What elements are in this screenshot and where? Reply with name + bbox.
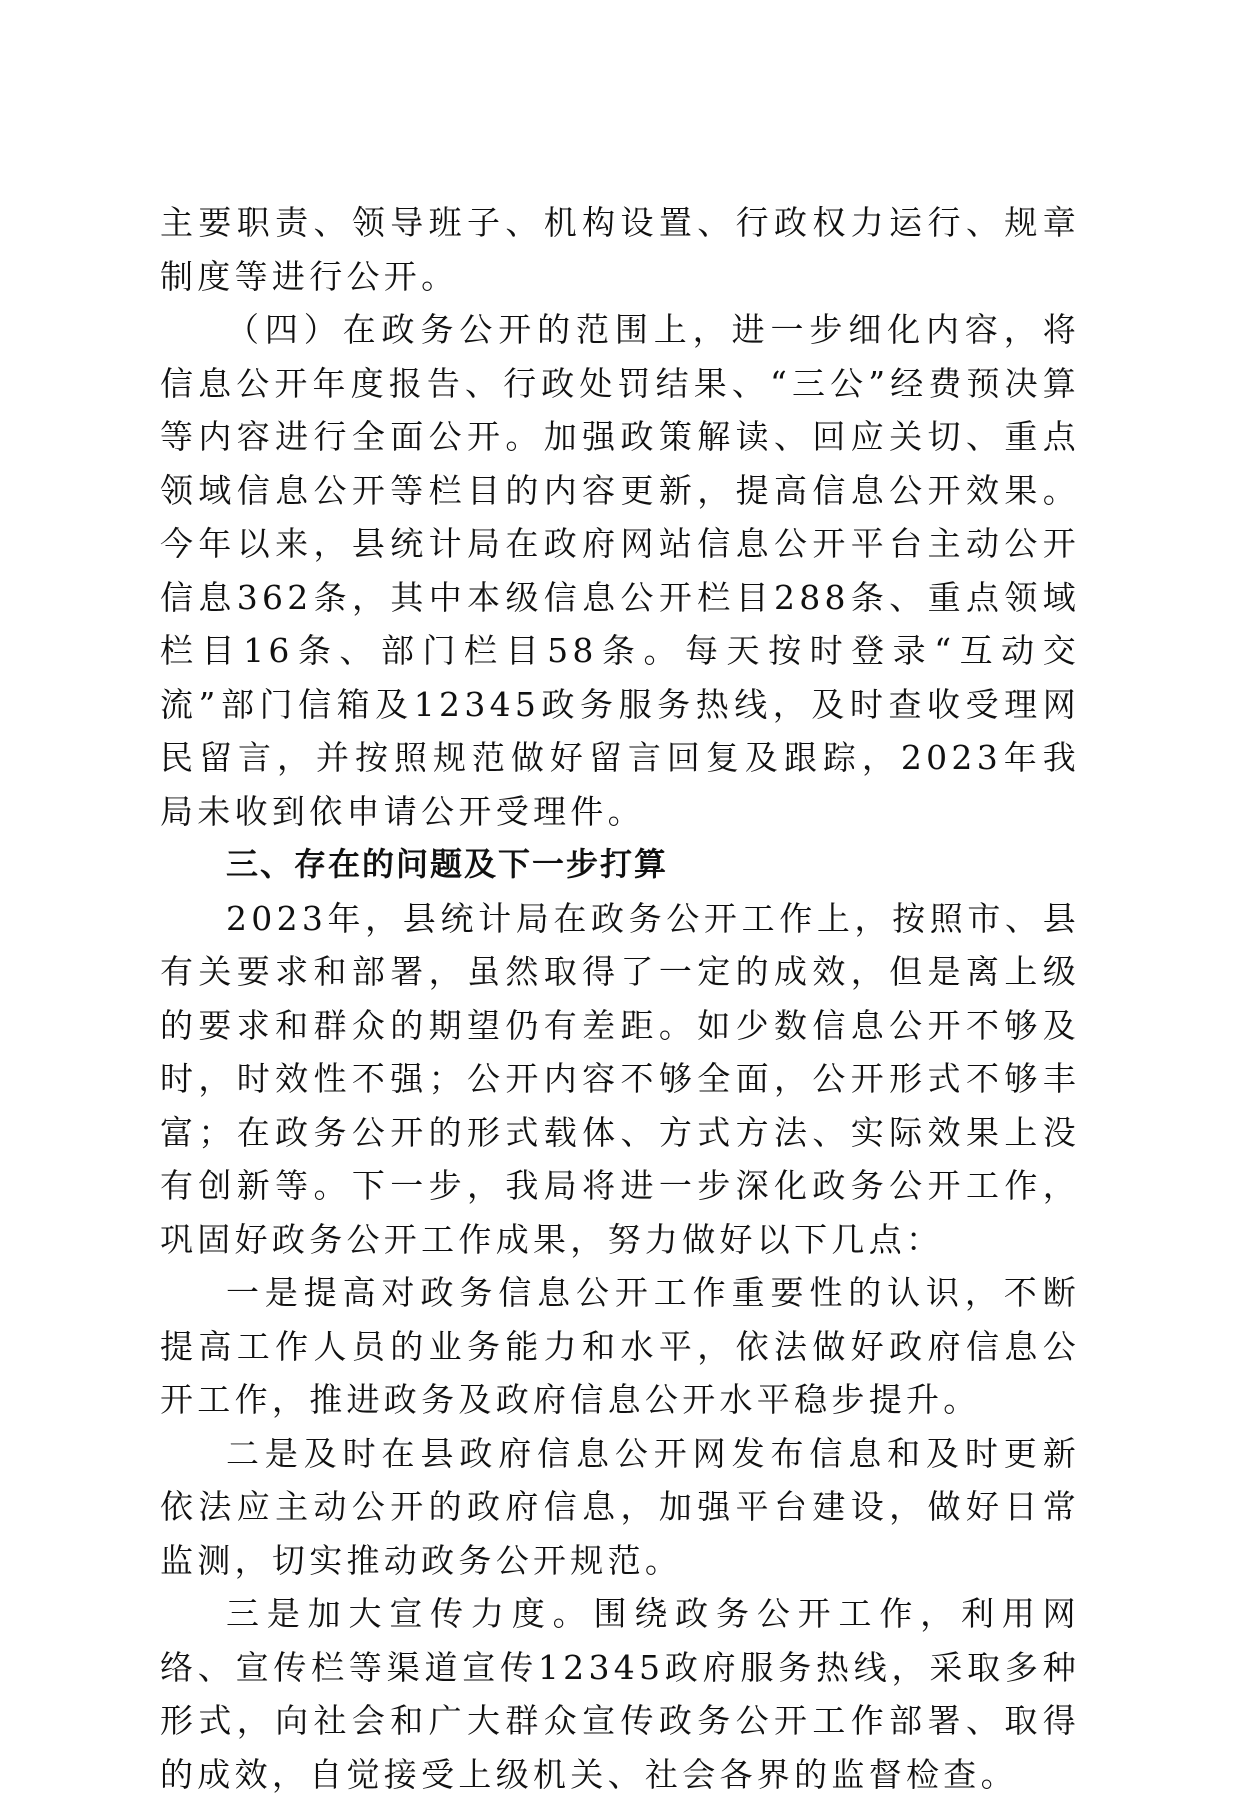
document-page bbox=[160, 196, 1080, 1801]
paragraph-continued-scope: 主要职责、领导班子、机构设置、行政权力运行、规章制度等进行公开。 bbox=[160, 203, 1080, 296]
paragraph-point-one: 一是提高对政务信息公开工作重要性的认识，不断提高工作人员的业务能力和水平，依法做好政府信息公开工作，推进政务及政府信息公开水平稳步提升。 bbox=[160, 1273, 1080, 1419]
paragraph-problems: 2023年，县统计局在政务公开工作上，按照市、县有关要求和部署，虽然取得了一定的成效，但是离上级的要求和群众的期望仍有差距。如少数信息公开不够及时，时效性不强；公开内容不够全面，公开形式不够丰富；在政务公开的形式载体、方式方法、实际效果上没有创新等。下一步，我局将进一步深化政务公开工作，巩固好政务公开工作成果，努力做好以下几点： bbox=[160, 898, 1080, 1259]
paragraph-point-two: 二是及时在县政府信息公开网发布信息和及时更新依法应主动公开的政府信息，加强平台建设，做好日常监测，切实推动政务公开规范。 bbox=[160, 1433, 1080, 1580]
paragraph-point-three: 三是加大宣传力度。围绕政务公开工作，利用网络、宣传栏等渠道宣传12345政府服务热线，采取多种形式，向社会和广大群众宣传政务公开工作部署、取得的成效，自觉接受上级机关、社会各界的监督检查。 bbox=[160, 1594, 1080, 1794]
section-heading-problems-next-steps: 三、存在的问题及下一步打算 bbox=[226, 845, 669, 883]
paragraph-section-four: （四）在政务公开的范围上，进一步细化内容，将信息公开年度报告、行政处罚结果、“三公”经费预决算等内容进行全面公开。加强政策解读、回应关切、重点领域信息公开等栏目的内容更新，提高信息公开效果。今年以来，县统计局在政府网站信息公开平台主动公开信息362条，其中本级信息公开栏目288条、重点领域栏目16条、部门栏目58条。每天按时登录“互动交流”部门信箱及12345政务服务热线，及时查收受理网民留言，并按照规范做好留言回复及跟踪，2023年我局未收到依申请公开受理件。 bbox=[160, 310, 1080, 831]
